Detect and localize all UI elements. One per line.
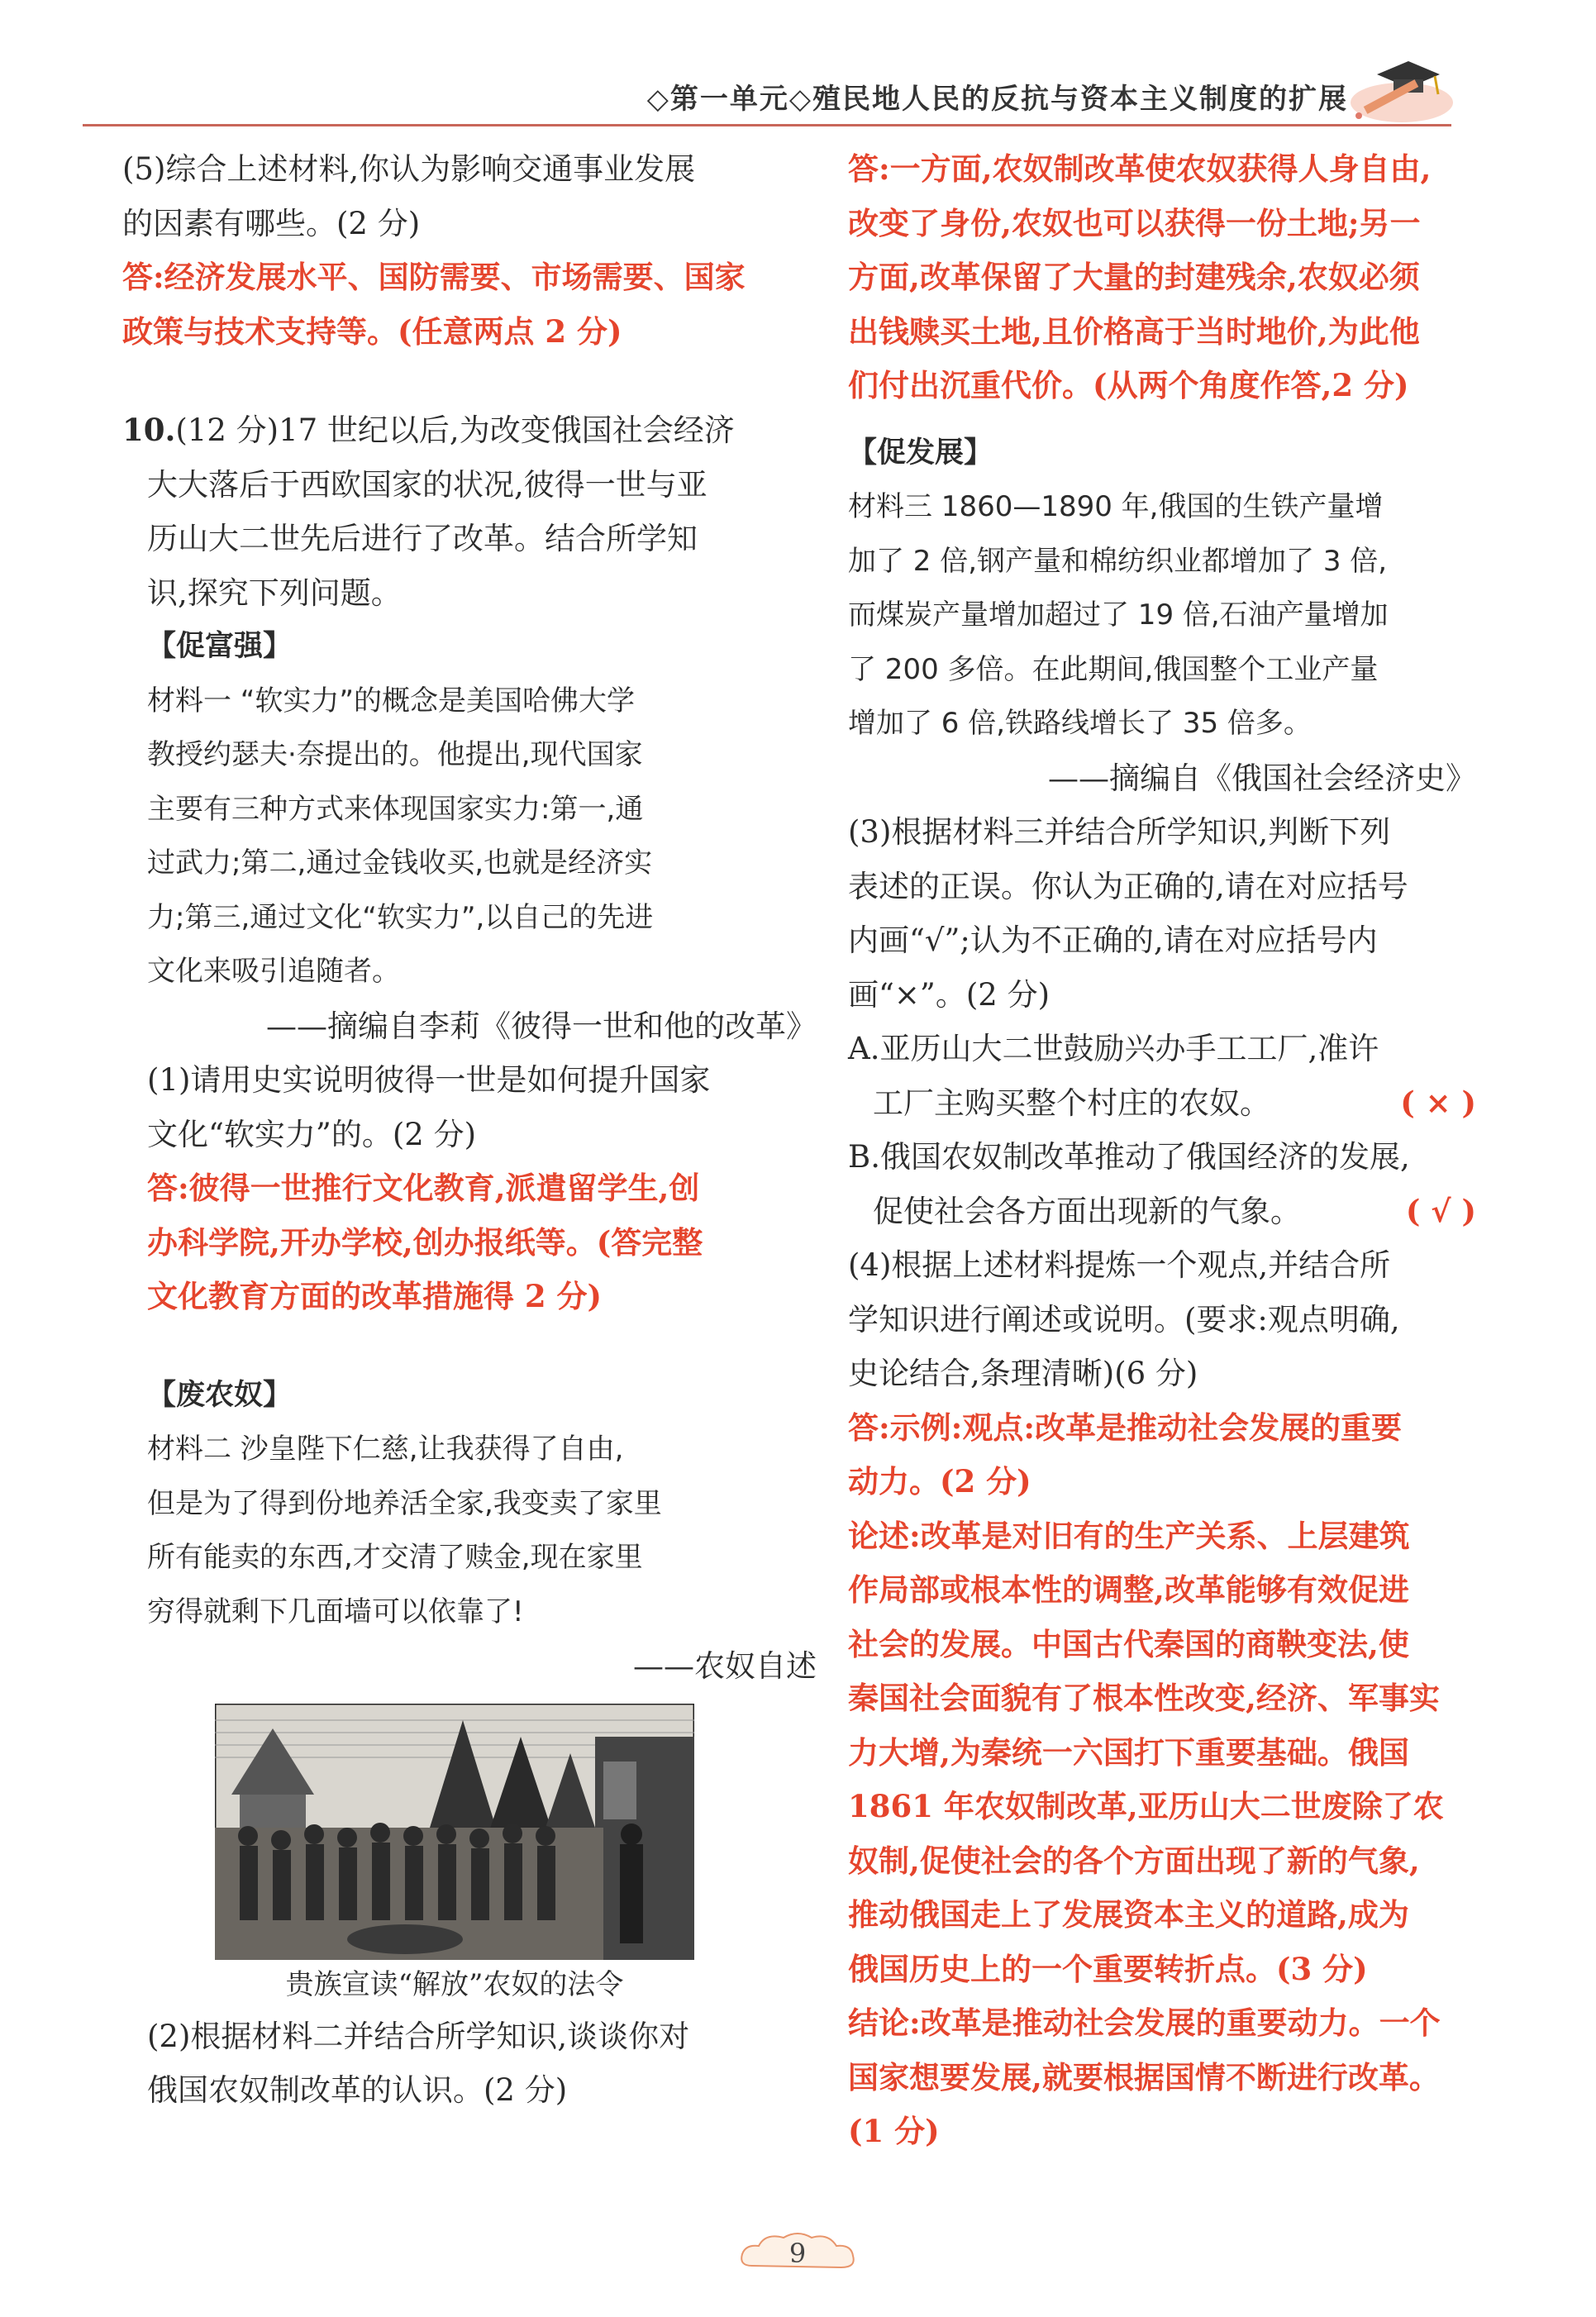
q2-answer: 出钱赎买土地,且价格高于当时地价,为此他: [848, 312, 1420, 350]
material-2: 但是为了得到份地养活全家,我变卖了家里: [147, 1486, 662, 1520]
q5-answer: 答:经济发展水平、国防需要、市场需要、国家: [122, 259, 746, 295]
material-1: 材料一 “软实力”的概念是美国哈佛大学: [147, 684, 636, 718]
figure-caption: 贵族宣读“解放”农奴的法令: [285, 1967, 624, 2001]
material-3: 增加了 6 倍,铁路线增长了 35 倍多。: [848, 707, 1312, 740]
q10-stem: 10.(12 分)17 世纪以后,为改变俄国社会经济: [122, 412, 735, 448]
section-tag: 【促富强】: [147, 630, 293, 663]
unit-title: ◇第一单元◇殖民地人民的反抗与资本主义制度的扩展: [646, 83, 1348, 116]
q5-text: 的因素有哪些。(2 分): [122, 205, 421, 241]
material-3: 加了 2 倍,钢产量和棉纺织业都增加了 3 倍,: [848, 544, 1388, 578]
q4-argument: 作局部或根本性的调整,改革能够有效促进: [848, 1571, 1409, 1608]
q4-conclusion: 结论:改革是推动社会发展的重要动力。一个: [848, 2005, 1441, 2041]
q1-answer: 文化教育方面的改革措施得 2 分): [147, 1278, 603, 1314]
right-column: [848, 142, 1476, 2159]
q4-text: 史论结合,条理清晰)(6 分): [848, 1356, 1198, 1391]
section-tag: 【废农奴】: [147, 1378, 293, 1412]
material-2-source: ——农奴自述: [633, 1648, 817, 1684]
q3-text: 表述的正误。你认为正确的,请在对应括号: [848, 868, 1408, 904]
q10-number: 10.: [122, 412, 176, 448]
q4-argument: 奴制,促使社会的各个方面出现了新的气象,: [848, 1842, 1420, 1879]
q10-stem: 大大落后于西欧国家的状况,彼得一世与亚: [147, 466, 707, 503]
q4-argument: 1861 年农奴制改革,亚历山大二世废除了农: [848, 1788, 1444, 1824]
material-1-source: ——摘编自李莉《彼得一世和他的改革》: [266, 1008, 817, 1044]
q1-answer: 答:彼得一世推行文化教育,派遣留学生,创: [147, 1170, 700, 1206]
section-tag: 【促发展】: [848, 436, 993, 470]
material-1: 过武力;第二,通过金钱收买,也就是经济实: [147, 846, 653, 880]
material-2: 材料二 沙皇陛下仁慈,让我获得了自由,: [147, 1433, 624, 1466]
engraving-illustration: [215, 1704, 694, 1960]
q4-argument: 推动俄国走上了发展资本主义的道路,成为: [848, 1896, 1409, 1933]
q4-text: 学知识进行阐述或说明。(要求:观点明确,: [848, 1301, 1400, 1337]
material-2: 穷得就剩下几面墙可以依靠了!: [147, 1595, 524, 1628]
option-b: 促使社会各方面出现新的气象。 ( √ ): [848, 1185, 1476, 1239]
material-1: 文化来吸引追随者。: [147, 955, 400, 988]
q4-conclusion: (1 分): [848, 2113, 940, 2149]
q4-argument: 社会的发展。中国古代秦国的商鞅变法,使: [848, 1625, 1409, 1662]
mortarboard-pencil-icon: [1344, 50, 1460, 126]
q4-conclusion: 国家想要发展,就要根据国情不断进行改革。: [848, 2058, 1440, 2095]
q4-argument: 俄国历史上的一个重要转折点。(3 分): [848, 1950, 1368, 1987]
page-header: [0, 0, 1596, 132]
q2-answer: 答:一方面,农奴制改革使农奴获得人身自由,: [848, 150, 1432, 187]
q3-text: 画“×”。(2 分): [848, 976, 1051, 1013]
q1-answer: 办科学院,开办学校,创办报纸等。(答完整: [147, 1223, 703, 1261]
q1-text: (1)请用史实说明彼得一世是如何提升国家: [147, 1062, 711, 1098]
page-number-badge: [736, 2228, 860, 2281]
material-3-source: ——摘编自《俄国社会经济史》: [1048, 760, 1476, 796]
q10-stem: 历山大二世先后进行了改革。结合所学知: [147, 521, 698, 556]
q2-answer: 改变了身份,农奴也可以获得一份土地;另一: [848, 204, 1421, 241]
q2-text: 俄国农奴制改革的认识。(2 分): [147, 2072, 568, 2108]
q4-argument: 力大增,为秦统一六国打下重要基础。俄国: [848, 1733, 1409, 1771]
material-1: 力;第三,通过文化“软实力”,以自己的先进: [147, 900, 654, 934]
q3-text: (3)根据材料三并结合所学知识,判断下列: [848, 814, 1391, 850]
q4-text: (4)根据上述材料提炼一个观点,并结合所: [848, 1247, 1391, 1283]
q2-text: (2)根据材料二并结合所学知识,谈谈你对: [147, 2018, 690, 2054]
material-3: 了 200 多倍。在此期间,俄国整个工业产量: [848, 652, 1379, 686]
option-a-mark: ( × ): [1400, 1084, 1476, 1121]
engraving-figure: [215, 1704, 694, 2009]
material-1: 主要有三种方式来体现国家实力:第一,通: [147, 792, 644, 826]
q1-text: 文化“软实力”的。(2 分): [147, 1116, 477, 1152]
option-a: 工厂主购买整个村庄的农奴。 ( × ): [848, 1076, 1476, 1131]
q5-text: (5)综合上述材料,你认为影响交通事业发展: [122, 151, 696, 187]
option-b-mark: ( √ ): [1405, 1192, 1476, 1229]
option-a: A.亚历山大二世鼓励兴办手工工厂,准许: [848, 1031, 1379, 1066]
q2-answer: 们付出沉重代价。(从两个角度作答,2 分): [848, 367, 1409, 403]
header-rule: [83, 124, 1451, 126]
material-3: 材料三 1860—1890 年,俄国的生铁产量增: [848, 490, 1384, 523]
option-b: B.俄国农奴制改革推动了俄国经济的发展,: [848, 1139, 1410, 1175]
material-3: 而煤炭产量增加超过了 19 倍,石油产量增加: [848, 598, 1389, 632]
q2-answer: 方面,改革保留了大量的封建残余,农奴必须: [848, 259, 1420, 295]
left-column: [122, 142, 817, 2118]
q10-stem: 识,探究下列问题。: [147, 574, 402, 611]
q4-answer: 动力。(2 分): [848, 1463, 1031, 1499]
q4-answer: 答:示例:观点:改革是推动社会发展的重要: [848, 1409, 1402, 1446]
material-1: 教授约瑟夫·奈提出的。他提出,现代国家: [147, 738, 643, 771]
q4-argument: 秦国社会面貌有了根本性改变,经济、军事实: [848, 1680, 1440, 1716]
q3-text: 内画“√”;认为不正确的,请在对应括号内: [848, 923, 1378, 958]
q4-argument: 论述:改革是对旧有的生产关系、上层建筑: [848, 1517, 1410, 1554]
material-2: 所有能卖的东西,才交清了赎金,现在家里: [147, 1541, 643, 1574]
page-number: 9: [788, 2238, 807, 2269]
q5-answer: 政策与技术支持等。(任意两点 2 分): [122, 312, 622, 350]
